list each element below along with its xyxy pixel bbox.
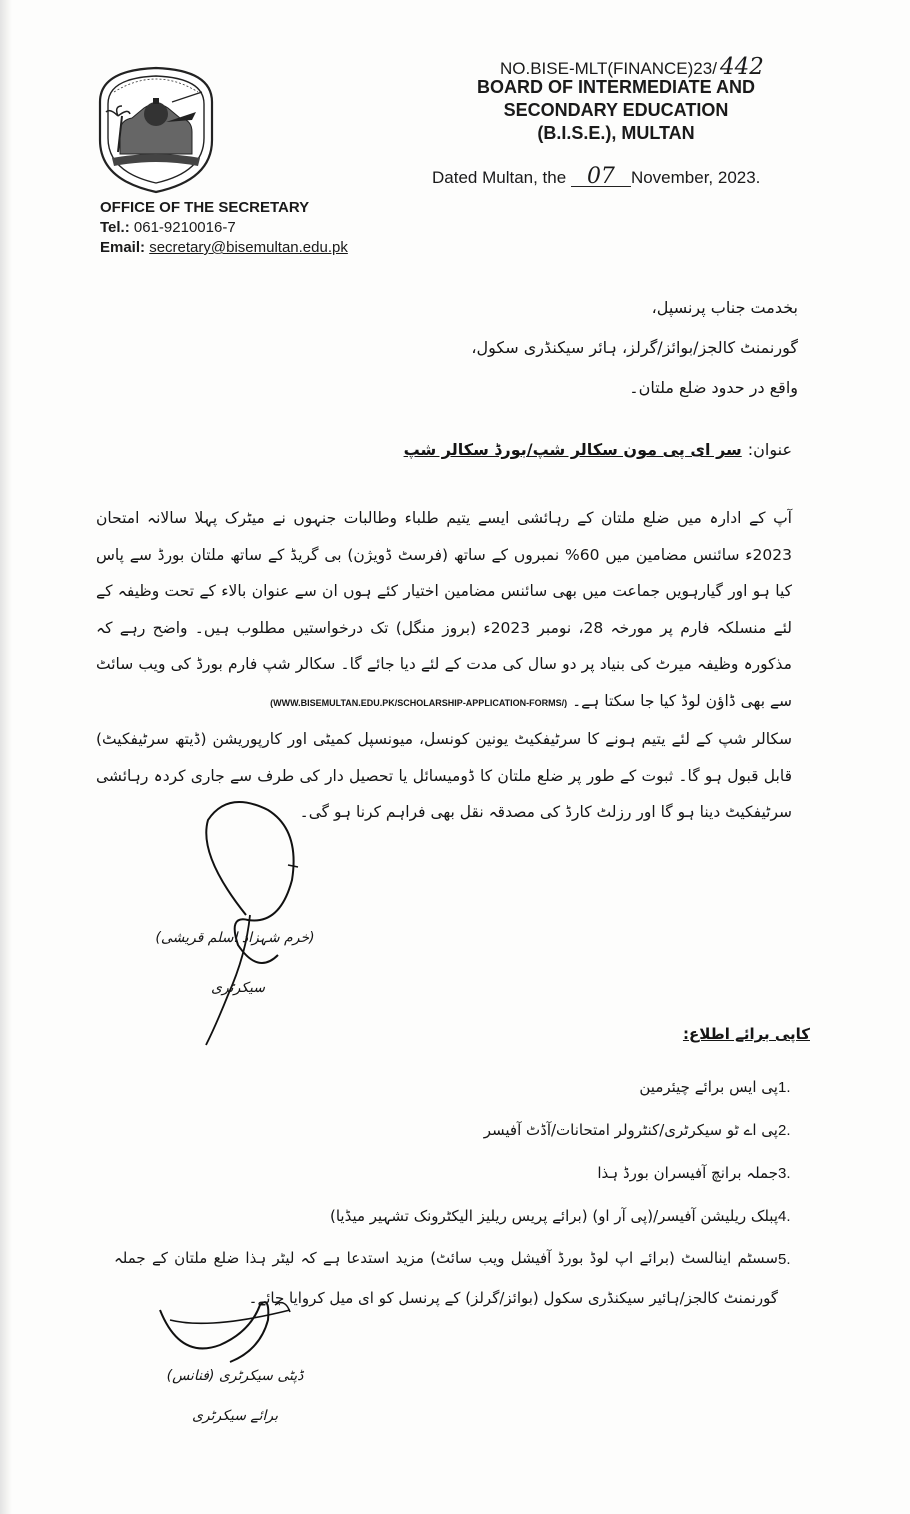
bise-multan-logo xyxy=(92,62,220,197)
copy-item-number: 4. xyxy=(778,1208,791,1225)
date-line xyxy=(432,164,761,189)
addressee-line1: بخدمت جناب پرنسپل، xyxy=(651,298,798,317)
board-name-line1: BOARD OF INTERMEDIATE AND xyxy=(477,77,755,97)
board-name xyxy=(466,76,766,145)
date-prefix: Dated Multan, the xyxy=(432,168,567,187)
subject-label: عنوان: xyxy=(747,440,792,459)
copy-item-number: 3. xyxy=(778,1165,791,1182)
reference-handwritten-number: 442 xyxy=(719,54,764,80)
secretary-name: (خرم شہزاد اسلم قریشی) xyxy=(155,930,315,946)
addressee-line2: گورنمنٹ کالجز/بوائز/گرلز، ہائر سیکنڈری سکول، xyxy=(471,338,798,357)
office-email xyxy=(100,238,348,258)
copy-item-number: 1. xyxy=(778,1079,791,1096)
office-title: OFFICE OF THE SECRETARY xyxy=(100,199,310,216)
body-paragraph-1 xyxy=(96,500,792,721)
scholarship-form-url[interactable]: (WWW.BISEMULTAN.EDU.PK/SCHOLARSHIP-APPLICATION-FORMS/) xyxy=(270,697,568,708)
copy-item-number: 2. xyxy=(778,1122,791,1139)
copy-to-heading: کاپی برائے اطلاع: xyxy=(682,1025,810,1043)
deputy-secretary-name: ڈپٹی سیکرٹری (فنانس) xyxy=(166,1368,304,1384)
board-name-line2: SECONDARY EDUCATION xyxy=(503,100,729,120)
copy-item xyxy=(114,1066,814,1109)
page-edge-shadow xyxy=(0,0,12,1514)
office-tel xyxy=(100,218,348,238)
deputy-secretary-title: برائے سیکرٹری xyxy=(191,1408,279,1424)
reference-prefix: NO.BISE-MLT(FINANCE)23/ xyxy=(500,59,717,78)
secretary-title: سیکرٹری xyxy=(211,980,265,996)
letter-body xyxy=(96,500,792,831)
email-label: Email: xyxy=(100,239,146,256)
body-para1-text: آپ کے ادارہ میں ضلع ملتان کے رہائشی ایسے یتیم طلباء وطالبات جنہوں نے میٹرک پہلا سالانہ امتحان 2023ء سائنس مضامین میں 60% نمبروں کے ساتھ (فرسٹ ڈویژن) بی گریڈ کے ساتھ ملتان بورڈ سے پاس کیا ہو اور گیارہویں جماعت میں بھی سائنس مضامین اختیار کئے ہوں ان سے عنوان بالاء کے تحت وظیفہ کے لئے منسلکہ فارم پر مورخہ 28، نومبر 2023ء (بروز منگل) تک درخواستیں مطلوب ہیں۔ واضح رہے کہ مذکورہ وظیفہ میرٹ کی بنیاد پر دو سال کی مدت کے لئے دیا جائے گا۔ سکالر شپ فارم بورڈ کی ویب سائٹ سے بھی ڈاؤن لوڈ کیا جا سکتا ہے۔ xyxy=(96,509,792,710)
copy-item-text: پبلک ریلیشن آفیسر/(پی آر او) (برائے پریس ریلیز الیکٹرونک تشہیر میڈیا) xyxy=(329,1207,778,1225)
date-day: 07 xyxy=(571,168,631,187)
email-link[interactable]: secretary@bisemultan.edu.pk xyxy=(149,239,348,256)
office-block xyxy=(100,198,348,258)
copy-item-text: سسٹم اینالسٹ (برائے اپ لوڈ بورڈ آفیشل ویب سائٹ) مزید استدعا ہے کہ لیٹر ہذا ضلع ملتان کے جملہ گورنمنٹ کالجز/ہائیر سیکنڈری سکول (بوائز/گرلز) کے پرنسل کو ای میل کروایا جائے۔ xyxy=(114,1249,778,1307)
copy-item-text: پی اے ٹو سیکرٹری/کنٹرولر امتحانات/آڈٹ آفیسر xyxy=(483,1121,778,1139)
copy-item-text: جملہ برانچ آفیسران بورڈ ہذا xyxy=(597,1164,778,1182)
board-name-line3: (B.I.S.E.), MULTAN xyxy=(537,123,695,143)
addressee-block xyxy=(378,288,798,408)
body-paragraph-2: سکالر شپ کے لئے یتیم ہونے کا سرٹیفکیٹ یونین کونسل، میونسپل کمیٹی اور کارپوریشن (ڈیتھ سرٹیفکیٹ) قابل قبول ہو گا۔ ثبوت کے طور پر ضلع ملتان کا ڈومیسائل یا تحصیل دار کی طرف سے جاری کردہ رہائشی سرٹیفکیٹ دینا ہو گا اور رزلٹ کارڈ کی مصدقہ نقل بھی فراہم کرنا ہو گی۔ xyxy=(96,730,792,821)
subject-line xyxy=(404,440,792,459)
secretary-signature xyxy=(188,795,318,1050)
tel-value: 061-9210016-7 xyxy=(133,219,236,236)
copy-item xyxy=(114,1195,814,1238)
copy-item xyxy=(114,1109,814,1152)
addressee-line3: واقع در حدود ضلع ملتان۔ xyxy=(629,378,798,397)
copy-item-text: پی ایس برائے چیئرمین xyxy=(639,1078,778,1096)
copy-item-number: 5. xyxy=(778,1251,791,1268)
date-suffix: November, 2023. xyxy=(630,168,761,187)
subject-value: سر ای پی مون سکالر شپ/بورڈ سکالر شپ xyxy=(403,440,742,459)
copy-item xyxy=(114,1152,814,1195)
tel-label: Tel.: xyxy=(100,219,130,236)
copy-to-list xyxy=(114,1066,814,1318)
